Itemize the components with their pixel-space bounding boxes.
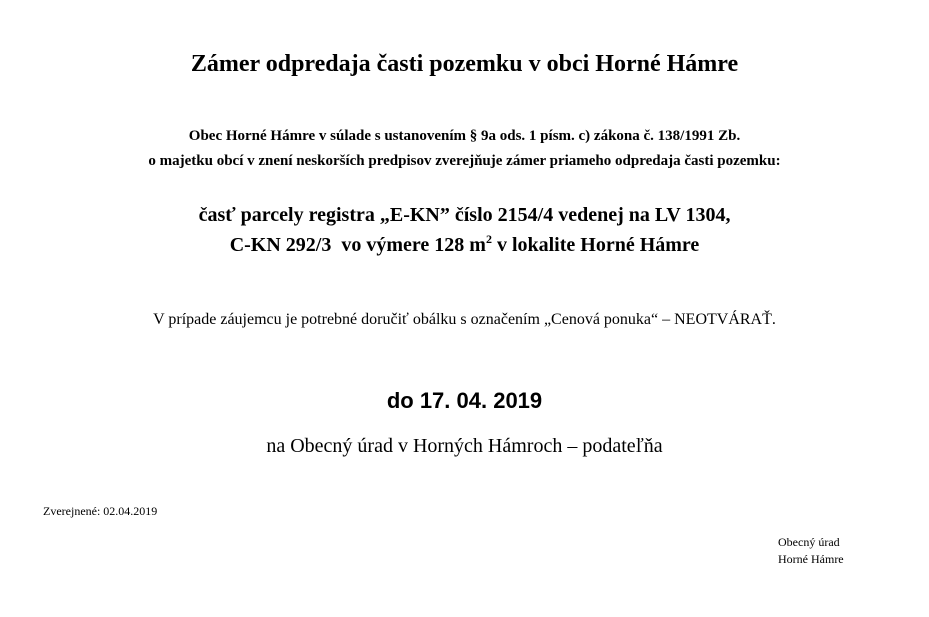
published-date: Zverejnené: 02.04.2019 bbox=[43, 504, 158, 518]
parcel-line-2-location: v lokalite Horné Hámre bbox=[491, 234, 700, 256]
signature-block bbox=[778, 534, 844, 568]
area-unit-superscript: 2 bbox=[485, 232, 492, 246]
document-title: Zámer odpredaja časti pozemku v obci Horné Hámre bbox=[190, 51, 739, 77]
delivery-location: na Obecný úrad v Horných Hámroch – podateľňa bbox=[266, 435, 663, 457]
parcel-line-1: časť parcely registra „E-KN” číslo 2154/4 vedenej na LV 1304, bbox=[198, 204, 731, 226]
parcel-line-2-text: C-KN 292/3 vo výmere 128 m bbox=[229, 234, 486, 256]
signature-line-1: Obecný úrad bbox=[778, 535, 840, 549]
intro-line-2: o majetku obcí v znení neskorších predpisov zverejňuje zámer priameho odpredaja časti pozemku: bbox=[148, 153, 781, 169]
intro-line-1: Obec Horné Hámre v súlade s ustanovením § 9a ods. 1 písm. c) zákona č. 138/1991 Zb. bbox=[188, 128, 741, 144]
deadline-date: do 17. 04. 2019 bbox=[386, 388, 543, 413]
signature-line-2: Horné Hámre bbox=[778, 552, 844, 566]
notice-text: V prípade záujemcu je potrebné doručiť obálku s označením „Cenová ponuka“ – NEOTVÁRAŤ. bbox=[153, 311, 776, 328]
parcel-line-2 bbox=[0, 234, 929, 257]
